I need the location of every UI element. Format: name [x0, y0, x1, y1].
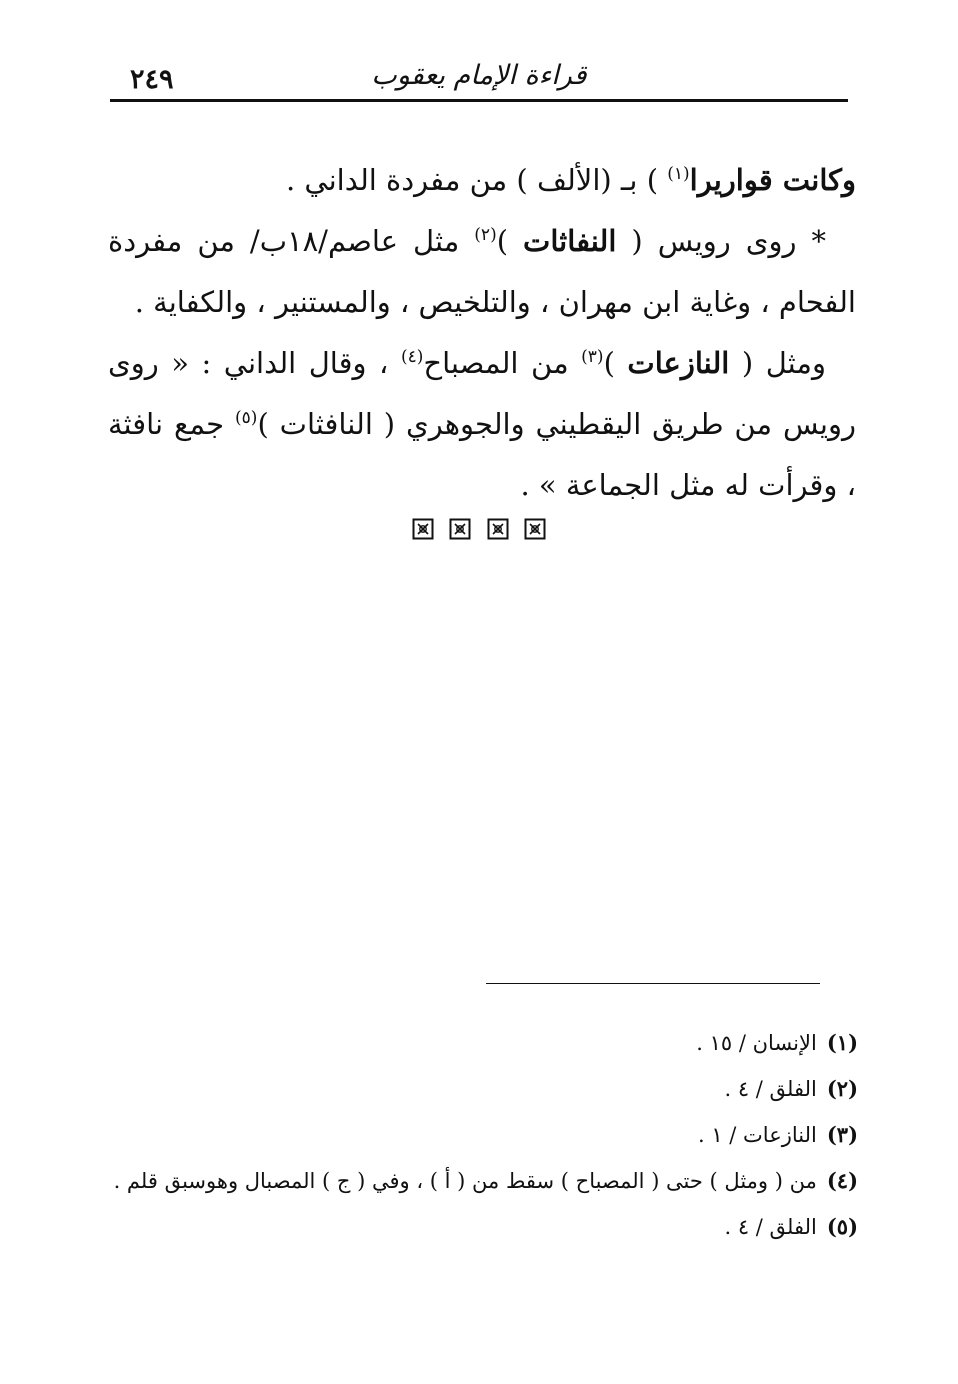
bold-term: وكانت قواريرا — [689, 163, 856, 197]
square-knot-ornament-icon — [449, 518, 471, 540]
square-knot-ornament-icon — [412, 518, 434, 540]
paragraph-2 — [108, 211, 856, 333]
footnote-text: النازعات / ١ . — [697, 1123, 817, 1147]
footnote-ref: (٤) — [400, 347, 424, 367]
footnotes — [100, 1020, 858, 1250]
footnote-number: (٤) — [826, 1168, 858, 1193]
bold-term: النفاثات — [523, 224, 617, 258]
page-number: ٢٤٩ — [130, 64, 174, 95]
paragraph-text: من المصباح — [423, 346, 582, 380]
page-header — [110, 58, 848, 102]
header-rule — [110, 99, 848, 102]
footnote-text: الفلق / ٤ . — [724, 1215, 817, 1239]
running-title: قراءة الإمام يعقوب — [371, 60, 587, 91]
footnote-item — [100, 1020, 858, 1066]
footnote-ref: (٢) — [474, 225, 497, 245]
footnote-number: (٥) — [826, 1214, 858, 1239]
paragraph-text: ) بـ (الألف ) من مفردة الداني . — [285, 163, 668, 197]
paragraph-text: مثل عاصم/١٨ب/ من مفردة الفحام ، وغاية ابن مهران ، والتلخيص ، والمستنير ، والكفاية . — [108, 224, 856, 319]
footnote-separator — [486, 983, 820, 984]
section-divider — [0, 518, 958, 548]
square-knot-ornament-icon — [487, 518, 509, 540]
footnote-number: (٣) — [826, 1122, 858, 1147]
paragraph-3 — [108, 333, 856, 516]
footnote-item — [100, 1158, 858, 1204]
footnote-text: الإنسان / ١٥ . — [696, 1031, 817, 1055]
footnote-item — [100, 1204, 858, 1250]
footnote-ref: (٥) — [235, 408, 258, 428]
bold-term: النازعات — [627, 346, 730, 380]
main-text — [108, 150, 856, 516]
paragraph-text: جمع نافثة ، وقرأت له مثل الجماعة » . — [108, 407, 856, 502]
paragraph-1 — [108, 150, 856, 211]
footnote-ref: (١) — [667, 164, 690, 184]
footnote-text: الفلق / ٤ . — [724, 1077, 817, 1101]
paragraph-text: * روى رويس ( — [616, 224, 826, 258]
paragraph-text: ، وقال الداني : « روى رويس من طريق اليقطيني والجوهري ( النافثات ) — [108, 346, 856, 441]
paragraph-text: ومثل ( — [729, 346, 826, 380]
footnote-text: من ( ومثل ) حتى ( المصباح ) سقط من ( أ ) ، وفي ( ج ) المصبال وهوسبق قلم . — [113, 1169, 817, 1193]
footnote-item — [100, 1112, 858, 1158]
paragraph-text: ) — [496, 224, 524, 258]
footnote-number: (١) — [826, 1030, 858, 1055]
paragraph-text: ) — [603, 346, 628, 380]
square-knot-ornament-icon — [524, 518, 546, 540]
footnote-number: (٢) — [826, 1076, 858, 1101]
footnote-item — [100, 1066, 858, 1112]
footnote-ref: (٣) — [581, 347, 604, 367]
